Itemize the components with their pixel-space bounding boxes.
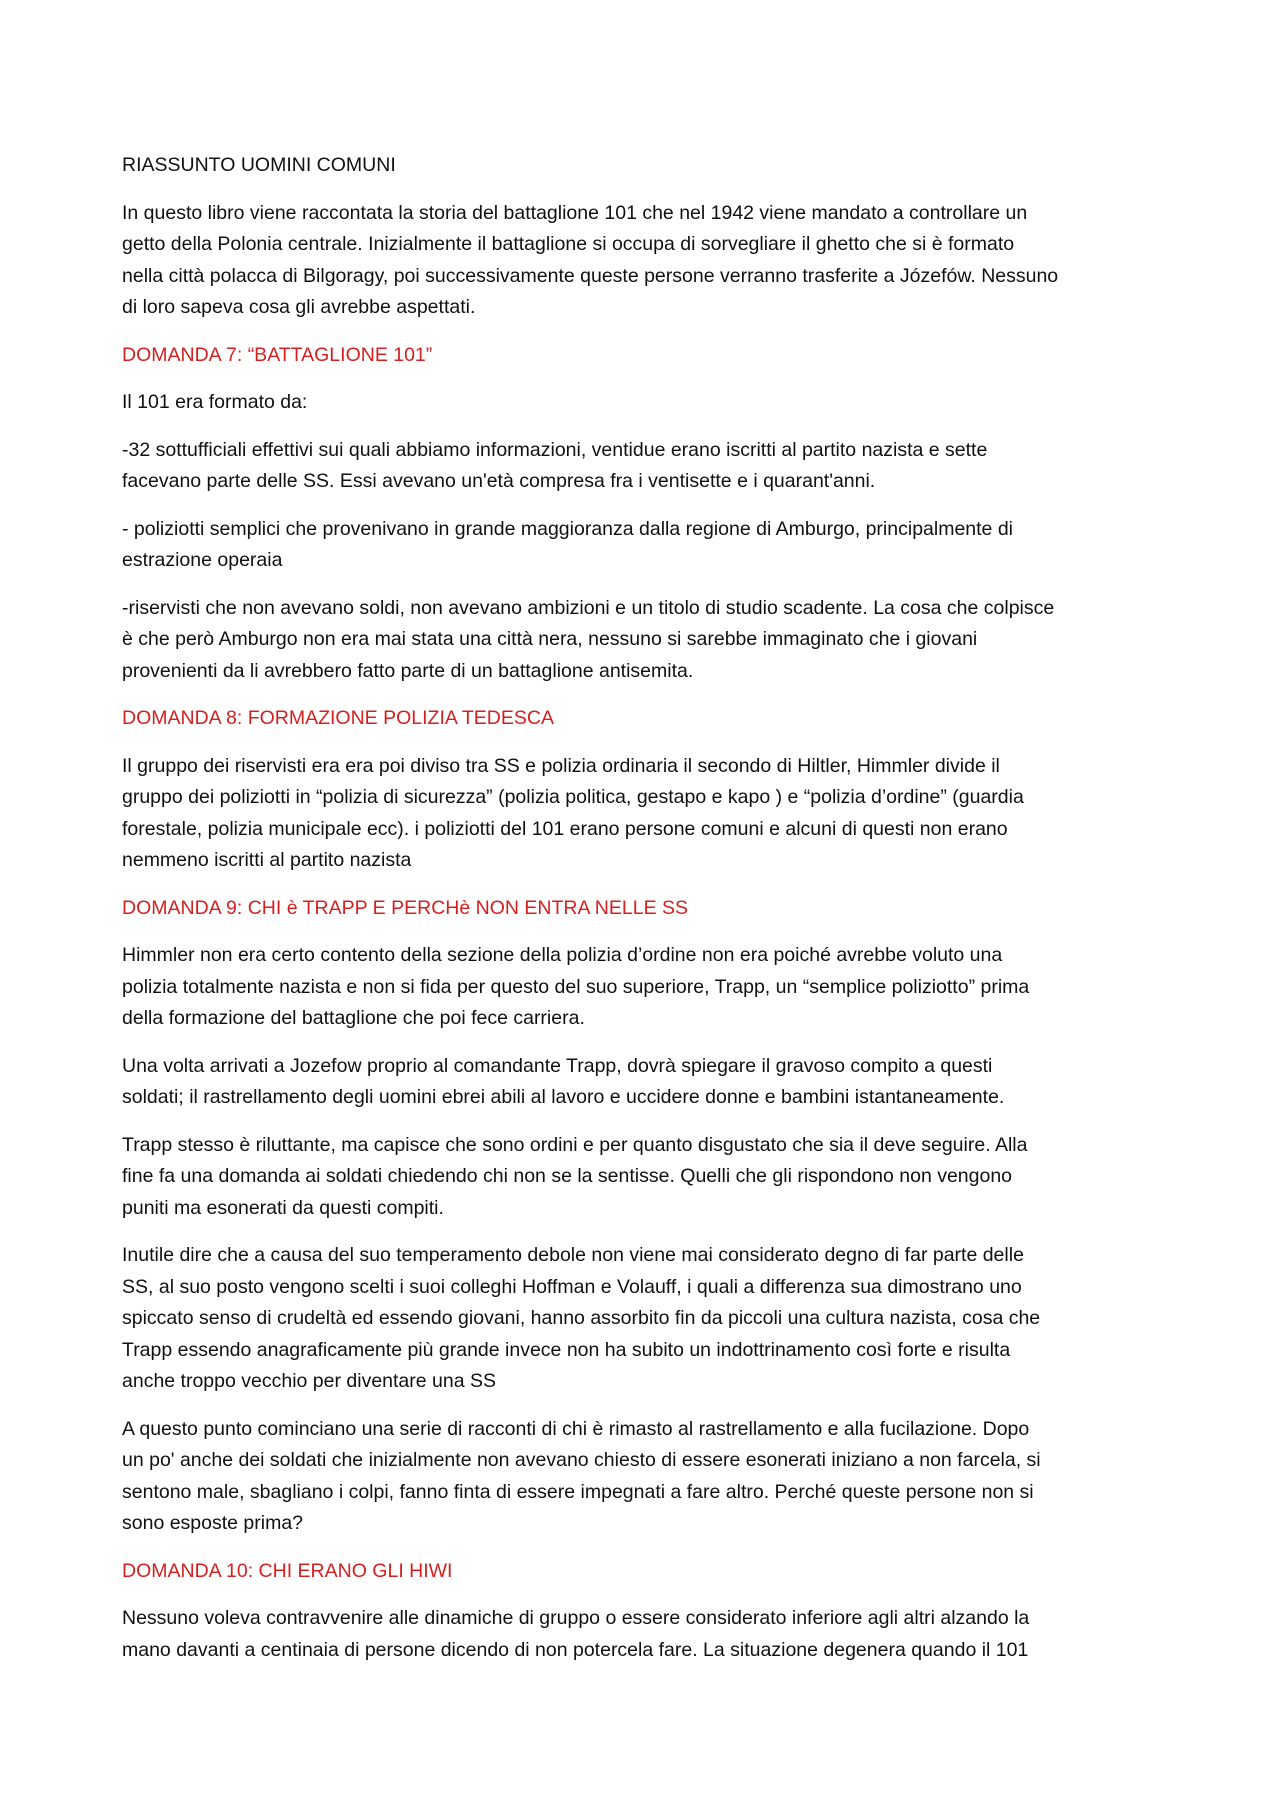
paragraph xyxy=(122,1240,1172,1398)
paragraph-line: forestale, polizia municipale ecc). i poliziotti del 101 erano persone comuni e alcuni di questi non erano xyxy=(122,817,1008,840)
paragraph-line: gruppo dei poliziotti in “polizia di sicurezza” (polizia politica, gestapo e kapo ) e “polizia d’ordine” (guardia xyxy=(122,786,1024,808)
paragraph-line: estrazione operaia xyxy=(122,549,283,571)
paragraph-line: è che però Amburgo non era mai stata una città nera, nessuno si sarebbe immaginato che i giovani xyxy=(122,628,978,650)
heading-text: DOMANDA 10: CHI ERANO GLI HIWI xyxy=(122,1559,453,1582)
paragraph-line: nella città polacca di Bilgoragy, poi successivamente queste persone verranno trasferite a Józefów. Nessuno xyxy=(122,264,1059,287)
paragraph xyxy=(122,1414,1172,1540)
section-heading xyxy=(122,703,1172,735)
paragraph-line: In questo libro viene raccontata la storia del battaglione 101 che nel 1942 viene mandato a controllare un xyxy=(122,201,1028,224)
paragraph-line: Trapp stesso è riluttante, ma capisce che sono ordini e per quanto disgustato che sia il deve seguire. Alla xyxy=(122,1133,1028,1156)
paragraph xyxy=(122,593,1172,688)
paragraph-line: -riservisti che non avevano soldi, non avevano ambizioni e un titolo di studio scadente. La cosa che colpisce xyxy=(122,596,1055,619)
paragraph-line: polizia totalmente nazista e non si fida per questo del suo superiore, Trapp, un “semplice poliziotto” prima xyxy=(122,975,1030,998)
paragraph xyxy=(122,198,1172,324)
paragraph-line: -32 sottufficiali effettivi sui quali abbiamo informazioni, ventidue erano iscritti al partito nazista e sette xyxy=(122,438,988,461)
paragraph-line: SS, al suo posto vengono scelti i suoi colleghi Hoffman e Volauff, i quali a differenza sua dimostrano uno xyxy=(122,1275,1022,1298)
paragraph-line: soldati; il rastrellamento degli uomini ebrei abili al lavoro e uccidere donne e bambini istantaneamente. xyxy=(122,1086,1005,1108)
paragraph xyxy=(122,1130,1172,1225)
paragraph xyxy=(122,1051,1172,1114)
paragraph-line: nemmeno iscritti al partito nazista xyxy=(122,849,412,871)
paragraph-line: getto della Polonia centrale. Inizialmente il battaglione si occupa di sorvegliare il ghetto che si è formato xyxy=(122,233,1015,255)
paragraph xyxy=(122,751,1172,877)
paragraph-line: Inutile dire che a causa del suo temperamento debole non viene mai considerato degno di far parte delle xyxy=(122,1244,1024,1266)
paragraph-line: Himmler non era certo contento della sezione della polizia d’ordine non era poiché avrebbe voluto una xyxy=(122,944,1003,966)
paragraph-line: spiccato senso di crudeltà ed essendo giovani, hanno assorbito fin da piccoli una cultura nazista, cosa che xyxy=(122,1307,1041,1329)
paragraph-line: - poliziotti semplici che provenivano in grande maggioranza dalla regione di Amburgo, principalmente di xyxy=(122,517,1014,540)
paragraph-line: di loro sapeva cosa gli avrebbe aspettati. xyxy=(122,296,476,318)
paragraph-line: fine fa una domanda ai soldati chiedendo chi non se la sentisse. Quelli che gli rispondono non vengono xyxy=(122,1165,1013,1187)
paragraph-line: della formazione del battaglione che poi fece carriera. xyxy=(122,1007,585,1029)
paragraph-line: un po' anche dei soldati che inizialmente non avevano chiesto di essere esonerati iniziano a non farcela, si xyxy=(122,1449,1041,1471)
heading-text: DOMANDA 8: FORMAZIONE POLIZIA TEDESCA xyxy=(122,707,554,729)
paragraph xyxy=(122,514,1172,577)
paragraph-line: Una volta arrivati a Jozefow proprio al comandante Trapp, dovrà spiegare il gravoso compito a questi xyxy=(122,1054,993,1077)
paragraph xyxy=(122,1603,1172,1666)
section-heading xyxy=(122,893,1172,925)
paragraph-line: Il gruppo dei riservisti era era poi diviso tra SS e polizia ordinaria il secondo di Hiltler, Himmler divide il xyxy=(122,754,1000,777)
paragraph-line: anche troppo vecchio per diventare una SS xyxy=(122,1370,496,1392)
heading-text: DOMANDA 9: CHI è TRAPP E PERCHè NON ENTRA NELLE SS xyxy=(122,896,689,919)
paragraph xyxy=(122,387,1172,419)
paragraph xyxy=(122,435,1172,498)
paragraph-line: facevano parte delle SS. Essi avevano un'età compresa fra i ventisette e i quarant'anni. xyxy=(122,470,876,492)
paragraph-line: Nessuno voleva contravvenire alle dinamiche di gruppo o essere considerato inferiore agli altri alzando la xyxy=(122,1607,1030,1629)
document-body xyxy=(122,198,1172,1667)
paragraph-line: Il 101 era formato da: xyxy=(122,391,308,413)
paragraph-line: sono esposte prima? xyxy=(122,1512,304,1534)
document-title xyxy=(122,150,1172,182)
paragraph-line: puniti ma esonerati da questi compiti. xyxy=(122,1196,444,1219)
paragraph-line: provenienti da li avrebbero fatto parte di un battaglione antisemita. xyxy=(122,659,694,682)
paragraph-line: Trapp essendo anagraficamente più grande invece non ha subito un indottrinamento così forte e risulta xyxy=(122,1338,1011,1361)
paragraph-line: A questo punto cominciano una serie di racconti di chi è rimasto al rastrellamento e alla fucilazione. Dopo xyxy=(122,1417,1030,1440)
document-title-text: RIASSUNTO UOMINI COMUNI xyxy=(122,154,396,176)
document-page xyxy=(122,150,1172,1682)
section-heading xyxy=(122,340,1172,372)
paragraph-line: sentono male, sbagliano i colpi, fanno finta di essere impegnati a fare altro. Perché queste persone non si xyxy=(122,1480,1034,1503)
paragraph xyxy=(122,940,1172,1035)
section-heading xyxy=(122,1556,1172,1588)
paragraph-line: mano davanti a centinaia di persone dicendo di non potercela fare. La situazione degenera quando il 101 xyxy=(122,1638,1029,1661)
heading-text: DOMANDA 7: “BATTAGLIONE 101” xyxy=(122,343,433,366)
